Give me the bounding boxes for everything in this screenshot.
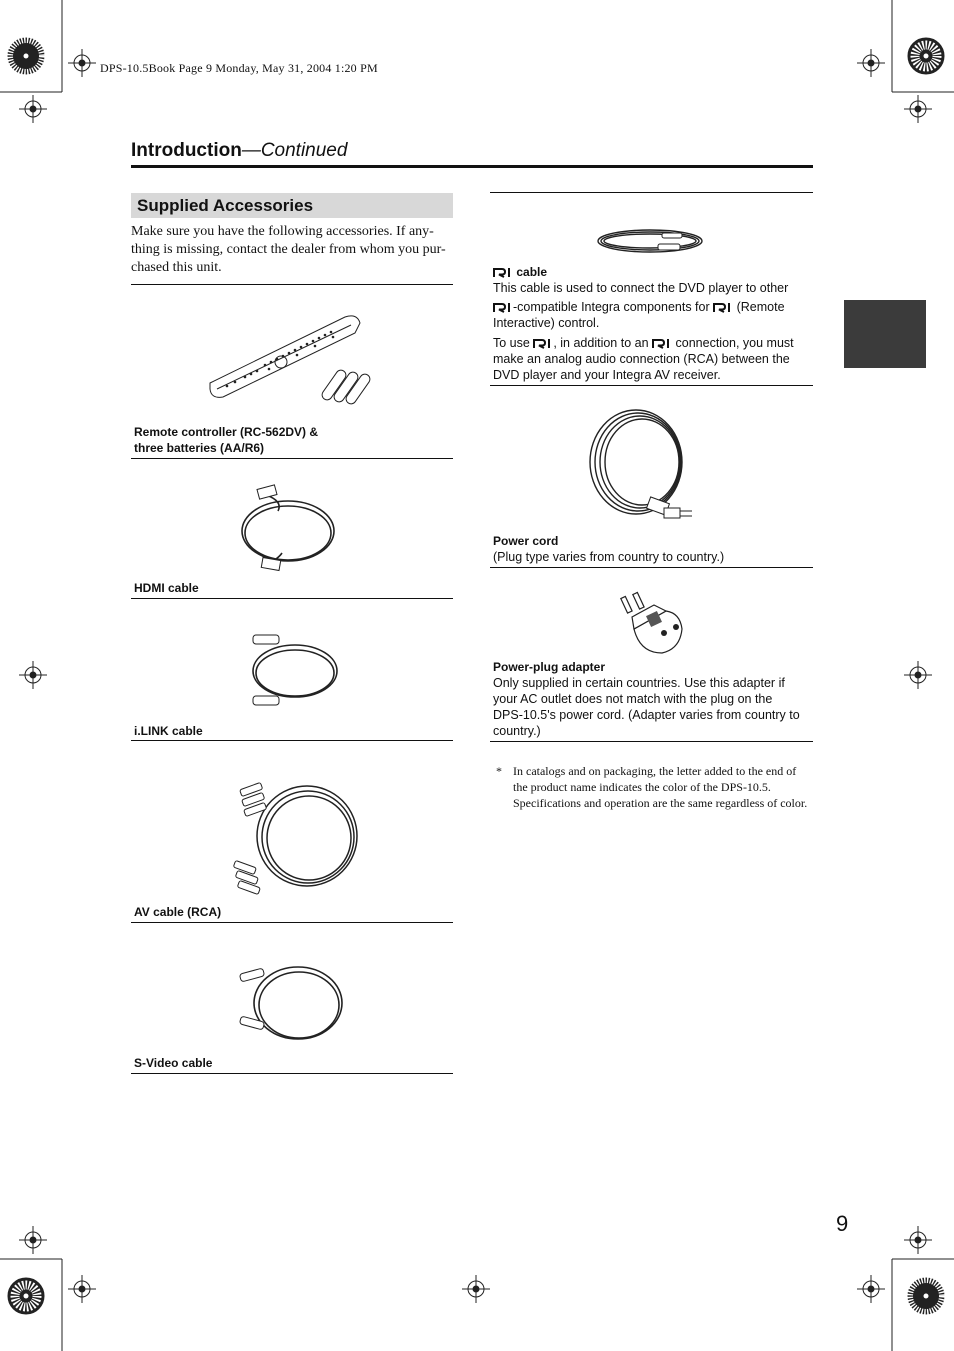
footnote-mark: * (496, 764, 502, 778)
ri-logo-icon (493, 302, 513, 313)
ilink-cable-illustration (245, 632, 340, 710)
item-rule (131, 284, 453, 285)
power-cord-note: (Plug type varies from country to country.) (493, 550, 725, 564)
remote-controller-label: Remote controller (RC-562DV) & three batteries (AA/R6) (134, 425, 319, 455)
power-plug-adapter-description: Only supplied in certain countries. Use this adapter if your AC outlet does not match with the plug on the DPS-10.5's power cord. (Adapter varies from country to country.) (493, 676, 800, 738)
header-continued: —Continued (241, 140, 348, 161)
item-rule (131, 1073, 453, 1074)
header-title: Introduction (131, 140, 242, 161)
page-number: 9 (836, 1211, 849, 1236)
svideo-cable-illustration (238, 955, 348, 1050)
power-cord-illustration (588, 404, 700, 526)
item-rule (490, 192, 813, 193)
ri-cable-description: This cable is used to connect the DVD player to other -compatible Integra components for (Remote Interactive) control. To use , in addition to an connection, you must make an analog audio connection (RCA) between the DVD player and your Integra AV receiver. (493, 281, 794, 382)
ri-logo-icon (493, 267, 513, 278)
ri-logo-icon (533, 338, 553, 349)
hdmi-cable-illustration (238, 483, 338, 575)
ilink-cable-label: i.LINK cable (134, 724, 203, 738)
section-title: Supplied Accessories (137, 196, 314, 215)
ri-cable-label: cable (493, 264, 547, 280)
item-rule (131, 598, 453, 599)
section-heading (131, 193, 453, 218)
item-rule (490, 385, 813, 386)
av-cable-label: AV cable (RCA) (134, 905, 222, 919)
ri-logo-icon (652, 338, 672, 349)
page-header (131, 140, 347, 162)
power-cord-label: Power cord (493, 534, 559, 548)
hdmi-cable-label: HDMI cable (134, 581, 199, 595)
remote-controller-illustration (205, 305, 380, 405)
header-rule (131, 165, 813, 168)
print-slug: DPS-10.5Book Page 9 Monday, May 31, 2004 1:20 PM (100, 61, 378, 75)
item-rule (131, 458, 453, 459)
ri-logo-icon (713, 302, 733, 313)
ri-cable-illustration (596, 226, 708, 258)
power-plug-adapter-illustration (620, 595, 686, 655)
footnote-text: In catalogs and on packaging, the letter added to the end of the product name indicates the color of the DPS-10.5. Specifications and operation are the same regardless of color. (513, 764, 808, 810)
av-cable-illustration (232, 780, 362, 895)
power-plug-adapter-label: Power-plug adapter (493, 660, 606, 674)
intro-text: Make sure you have the following accessories. If any-thing is missing, contact the dealer from whom you pur-chased this unit. (131, 224, 446, 275)
item-rule (131, 922, 453, 923)
svideo-cable-label: S-Video cable (134, 1056, 213, 1070)
item-rule (490, 741, 813, 742)
item-rule (490, 567, 813, 568)
item-rule (131, 740, 453, 741)
chapter-tab (844, 300, 926, 368)
